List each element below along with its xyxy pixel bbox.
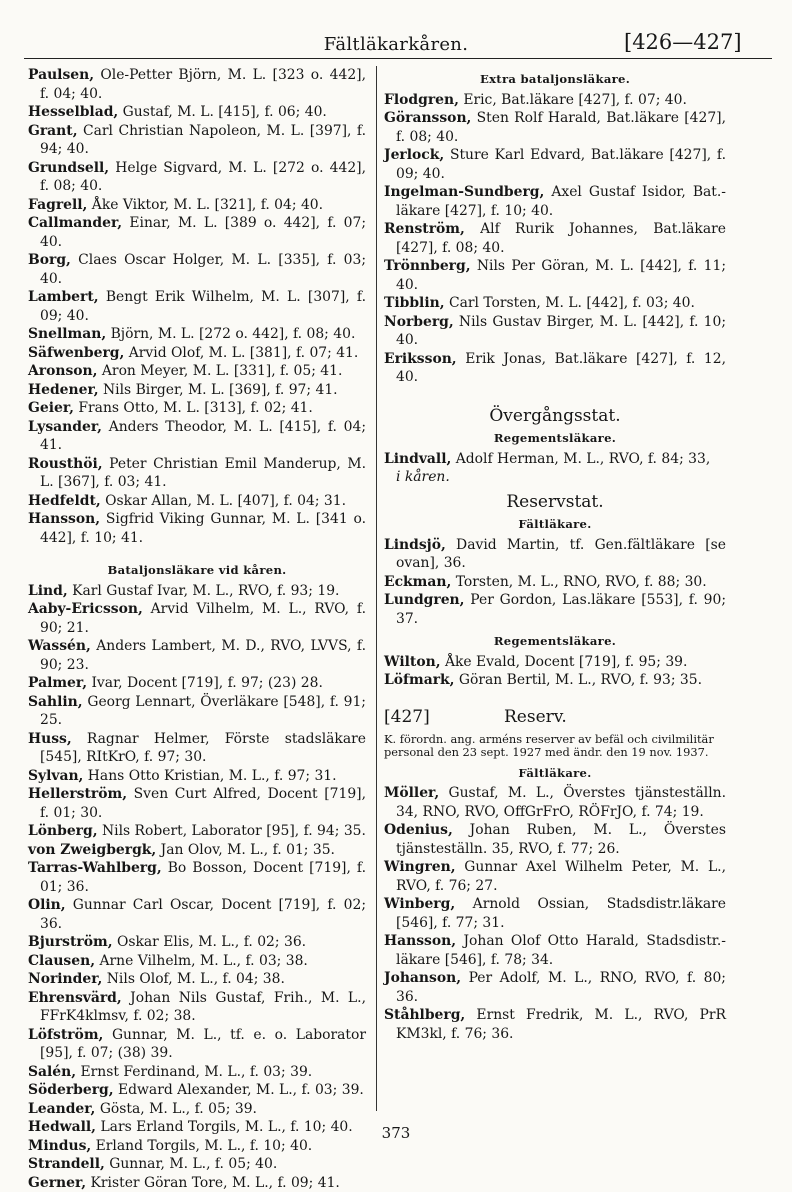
entry-name: Hansson,: [384, 933, 456, 949]
entry-name: Trönnberg,: [384, 258, 471, 274]
entry-name: Bjurström,: [28, 934, 113, 950]
list-item: [28, 122, 366, 159]
list-item: [28, 952, 366, 971]
list-item: [28, 637, 366, 674]
entry-name: Lysander,: [28, 419, 102, 435]
entry-text: Sten Rolf Harald, Bat.läkare [427], f. 08; 40.: [396, 110, 726, 145]
entry-text: Göran Bertil, M. L., RVO, f. 93; 35.: [454, 672, 702, 688]
officer-list-a: [28, 66, 366, 547]
extra-list: [384, 91, 726, 387]
left-column: [28, 66, 366, 1192]
header-rule: [24, 58, 772, 59]
entry-name: Sahlin,: [28, 694, 83, 710]
entry-text: Anders Theodor, M. L. [415], f. 04; 41.: [40, 419, 366, 454]
entry-text: Arne Vilhelm, M. L., f. 03; 38.: [95, 953, 308, 969]
entry-name: Winberg,: [384, 896, 455, 912]
list-item: [384, 220, 726, 257]
entry-name: Ingelman-Sundberg,: [384, 184, 544, 200]
reservstat-list-2: [384, 653, 726, 690]
list-item: [28, 159, 366, 196]
list-item: [384, 109, 726, 146]
list-item: [28, 674, 366, 693]
entry-text: Gunnar, M. L., f. 05; 40.: [105, 1156, 277, 1172]
entry-text: Helge Sigvard, M. L. [272 o. 442], f. 08; 40.: [40, 160, 366, 195]
entry-name: Lindsjö,: [384, 537, 446, 553]
entry-text: Frans Otto, M. L. [313], f. 02; 41.: [74, 400, 313, 416]
entry-text: Oskar Allan, M. L. [407], f. 04; 31.: [101, 493, 346, 509]
list-item: [28, 989, 366, 1026]
reserv-section-number: [427]: [384, 708, 430, 727]
entry-text: Gunnar Carl Oscar, Docent [719], f. 02; 36.: [40, 897, 366, 932]
section-title-reservstat: Reservstat.: [384, 493, 726, 512]
list-item: [28, 325, 366, 344]
entry-text: Gunnar Axel Wilhelm Peter, M. L., RVO, f. 76; 27.: [396, 859, 726, 894]
column-divider: [376, 66, 377, 1111]
entry-name: Eriksson,: [384, 351, 457, 367]
list-item: [28, 66, 366, 103]
entry-text: Gustaf, M. L., Överstes tjänsteställn. 34, RNO, RVO, OffGrFrO, RÖFrJO, f. 74; 19.: [396, 785, 726, 820]
reservstat-list-1: [384, 536, 726, 629]
entry-text: Torsten, M. L., RNO, RVO, f. 88; 30.: [451, 574, 706, 590]
entry-name: Gerner,: [28, 1175, 86, 1191]
entry-name: Wilton,: [384, 654, 441, 670]
entry-text: Per Adolf, M. L., RNO, RVO, f. 80; 36.: [396, 970, 726, 1005]
entry-text: Erik Jonas, Bat.läkare [427], f. 12, 40.: [396, 351, 726, 386]
right-column: [384, 66, 726, 1043]
entry-text: Sture Karl Edvard, Bat.läkare [427], f. 09; 40.: [396, 147, 726, 182]
entry-name: Rousthöi,: [28, 456, 103, 472]
list-item: [384, 146, 726, 183]
subsection-title-faltlakare-2: Fältläkare.: [384, 764, 726, 783]
entry-name: Hedener,: [28, 382, 99, 398]
entry-name: Lönberg,: [28, 823, 98, 839]
list-item: [28, 841, 366, 860]
entry-text: Bengt Erik Wilhelm, M. L. [307], f. 09; 40.: [40, 289, 366, 324]
entry-text: Ole-Petter Björn, M. L. [323 o. 442], f. 04; 40.: [40, 67, 366, 102]
entry-text: Carl Torsten, M. L. [442], f. 03; 40.: [445, 295, 695, 311]
list-item: [384, 969, 726, 1006]
list-item: [28, 767, 366, 786]
entry-name: Löfström,: [28, 1027, 103, 1043]
list-item: [28, 214, 366, 251]
entry-name: Norinder,: [28, 971, 102, 987]
list-item: [384, 350, 726, 387]
list-item: [384, 183, 726, 220]
entry-text: Lars Erland Torgils, M. L., f. 10; 40.: [96, 1119, 353, 1135]
section-title-overgangsstat: Övergångsstat.: [384, 407, 726, 426]
list-item: [28, 582, 366, 601]
reserv-list: [384, 784, 726, 1043]
entry-name: Ståhlberg,: [384, 1007, 465, 1023]
list-item: [28, 492, 366, 511]
list-item: [384, 858, 726, 895]
list-item: [384, 653, 726, 672]
reserv-note: K. förordn. ang. arméns reserver av befäl och civilmilitär personal den 23 sept. 1927 med ändr. den 19 nov. 1937.: [384, 733, 726, 760]
entry-name: Johanson,: [384, 970, 461, 986]
list-item: [28, 859, 366, 896]
list-item: [28, 730, 366, 767]
list-item: [384, 91, 726, 110]
list-item: [28, 896, 366, 933]
list-item: [28, 251, 366, 288]
entry-text: Ragnar Helmer, Förste stadsläkare [545], RItKrO, f. 97; 30.: [40, 731, 366, 766]
entry-text: Oskar Elis, M. L., f. 02; 36.: [113, 934, 307, 950]
entry-name: Flodgren,: [384, 92, 459, 108]
list-item: [384, 257, 726, 294]
entry-text: Axel Gustaf Isidor, Bat.-läkare [427], f. 10; 40.: [396, 184, 726, 219]
entry-name: Mindus,: [28, 1138, 91, 1154]
list-item: [384, 536, 726, 573]
entry-name: Salén,: [28, 1064, 76, 1080]
entry-name: Strandell,: [28, 1156, 105, 1172]
entry-text: Åke Viktor, M. L. [321], f. 04; 40.: [87, 197, 323, 213]
entry-name: Palmer,: [28, 675, 87, 691]
entry-text: Sigfrid Viking Gunnar, M. L. [341 o. 442], f. 10; 41.: [40, 511, 366, 546]
entry-text: Per Gordon, Las.läkare [553], f. 90; 37.: [396, 592, 726, 627]
entry-name: Hansson,: [28, 511, 100, 527]
list-item: [28, 693, 366, 730]
entry-text: Eric, Bat.läkare [427], f. 07; 40.: [459, 92, 687, 108]
entry-text: Nils Robert, Laborator [95], f. 94; 35.: [98, 823, 366, 839]
entry-text: Edward Alexander, M. L., f. 03; 39.: [114, 1082, 364, 1098]
entry-name: Renström,: [384, 221, 465, 237]
entry-note: i kåren.: [396, 469, 450, 485]
entry-text: Nils Olof, M. L., f. 04; 38.: [102, 971, 285, 987]
entry-text: Jan Olov, M. L., f. 01; 35.: [156, 842, 335, 858]
entry-text: Ivar, Docent [719], f. 97; (23) 28.: [87, 675, 323, 691]
section-title-bataljonslakare: Bataljonsläkare vid kåren.: [28, 561, 366, 580]
list-item: [28, 785, 366, 822]
entry-text: Ernst Fredrik, M. L., RVO, PrR KM3kl, f. 76; 36.: [396, 1007, 726, 1042]
entry-name: Grundsell,: [28, 160, 109, 176]
section-title-extra: Extra bataljonsläkare.: [384, 70, 726, 89]
entry-text: Bo Bosson, Docent [719], f. 01; 36.: [40, 860, 366, 895]
list-item: [28, 1174, 366, 1192]
entry-text: David Martin, tf. Gen.fältläkare [se ovan], 36.: [396, 537, 726, 572]
list-item: [384, 821, 726, 858]
list-item: [28, 933, 366, 952]
list-item: [28, 970, 366, 989]
entry-text: Einar, M. L. [389 o. 442], f. 07; 40.: [40, 215, 366, 250]
list-item: [28, 455, 366, 492]
subsection-title-faltlakare: Fältläkare.: [384, 515, 726, 534]
entry-name: Hesselblad,: [28, 104, 118, 120]
entry-text: Arnold Ossian, Stadsdistr.läkare [546], f. 77; 31.: [396, 896, 726, 931]
entry-text: Johan Nils Gustaf, Frih., M. L., FFrK4klmsv, f. 02; 38.: [40, 990, 366, 1025]
entry-text: Johan Olof Otto Harald, Stadsdistr.-läkare [546], f. 78; 34.: [396, 933, 726, 968]
entry-name: Lambert,: [28, 289, 99, 305]
list-item: [28, 381, 366, 400]
entry-name: Odenius,: [384, 822, 453, 838]
list-item: [28, 344, 366, 363]
entry-name: Olin,: [28, 897, 66, 913]
entry-text: Gösta, M. L., f. 05; 39.: [95, 1101, 257, 1117]
entry-name: Hellerström,: [28, 786, 127, 802]
entry-name: Jerlock,: [384, 147, 444, 163]
list-item: [28, 196, 366, 215]
list-item: [384, 313, 726, 350]
entry-text: Karl Gustaf Ivar, M. L., RVO, f. 93; 19.: [68, 583, 340, 599]
entry-text: Nils Birger, M. L. [369], f. 97; 41.: [99, 382, 338, 398]
entry-name: Löfmark,: [384, 672, 454, 688]
list-item: [384, 1006, 726, 1043]
entry-name: Aaby-Ericsson,: [28, 601, 143, 617]
running-header-title: Fältläkarkåren.: [0, 34, 792, 55]
entry-name: Möller,: [384, 785, 439, 801]
list-item: [384, 591, 726, 628]
entry-name: Tarras-Wahlberg,: [28, 860, 162, 876]
entry-name: Tibblin,: [384, 295, 445, 311]
entry-text: Björn, M. L. [272 o. 442], f. 08; 40.: [106, 326, 355, 342]
entry-name: Hedfeldt,: [28, 493, 101, 509]
list-item: [28, 1063, 366, 1082]
entry-text: Erland Torgils, M. L., f. 10; 40.: [91, 1138, 312, 1154]
officer-list-b: [28, 582, 366, 1192]
list-item: [28, 600, 366, 637]
list-item: [384, 671, 726, 690]
entry-name: Eckman,: [384, 574, 451, 590]
list-item: [28, 362, 366, 381]
entry-text: Peter Christian Emil Manderup, M. L. [367], f. 03; 41.: [40, 456, 366, 491]
entry-text: Carl Christian Napoleon, M. L. [397], f. 94; 40.: [40, 123, 366, 158]
entry-name: Callmander,: [28, 215, 122, 231]
entry-name: Säfwenberg,: [28, 345, 124, 361]
entry-text: Claes Oscar Holger, M. L. [335], f. 03; 40.: [40, 252, 366, 287]
entry-name: Söderberg,: [28, 1082, 114, 1098]
entry-text: Anders Lambert, M. D., RVO, LVVS, f. 90; 23.: [40, 638, 366, 673]
list-item: [384, 450, 726, 487]
entry-text: Alf Rurik Johannes, Bat.läkare [427], f. 08; 40.: [396, 221, 726, 256]
list-item: [28, 1155, 366, 1174]
entry-name: Wassén,: [28, 638, 91, 654]
entry-name: Aronson,: [28, 363, 97, 379]
entry-name: Wingren,: [384, 859, 456, 875]
entry-name: von Zweigbergk,: [28, 842, 156, 858]
entry-name: Sylvan,: [28, 768, 83, 784]
entry-name: Fagrell,: [28, 197, 87, 213]
entry-name: Ehrensvärd,: [28, 990, 122, 1006]
page-range-label: [426—427]: [624, 30, 742, 54]
entry-name: Grant,: [28, 123, 78, 139]
list-item: [28, 1081, 366, 1100]
entry-name: Borg,: [28, 252, 71, 268]
entry-name: Lindvall,: [384, 451, 451, 467]
entry-text: Gustaf, M. L. [415], f. 06; 40.: [118, 104, 327, 120]
list-item: [384, 784, 726, 821]
entry-text: Ernst Ferdinand, M. L., f. 03; 39.: [76, 1064, 312, 1080]
entry-text: Nils Per Göran, M. L. [442], f. 11; 40.: [396, 258, 726, 293]
list-item: [384, 932, 726, 969]
list-item: [384, 895, 726, 932]
entry-name: Hedwall,: [28, 1119, 96, 1135]
entry-name: Paulsen,: [28, 67, 94, 83]
entry-text: Arvid Vilhelm, M. L., RVO, f. 90; 21.: [40, 601, 366, 636]
list-item: [28, 510, 366, 547]
list-item: [28, 399, 366, 418]
entry-text: Georg Lennart, Överläkare [548], f. 91; 25.: [40, 694, 366, 729]
entry-text: Krister Göran Tore, M. L., f. 09; 41.: [86, 1175, 340, 1191]
subsection-title-regementslakare-2: Regementsläkare.: [384, 632, 726, 651]
entry-name: Lundgren,: [384, 592, 464, 608]
entry-name: Leander,: [28, 1101, 95, 1117]
page-number: 373: [0, 1124, 792, 1142]
entry-name: Geier,: [28, 400, 74, 416]
entry-text: Sven Curt Alfred, Docent [719], f. 01; 30.: [40, 786, 366, 821]
entry-text: Johan Ruben, M. L., Överstes tjänsteställn. 35, RVO, f. 77; 26.: [396, 822, 726, 857]
entry-name: Norberg,: [384, 314, 454, 330]
entry-text: Gunnar, M. L., tf. e. o. Laborator [95], f. 07; (38) 39.: [40, 1027, 366, 1062]
subsection-title-regementslakare: Regementsläkare.: [384, 429, 726, 448]
list-item: [384, 573, 726, 592]
entry-text: Nils Gustav Birger, M. L. [442], f. 10; 40.: [396, 314, 726, 349]
entry-name: Snellman,: [28, 326, 106, 342]
list-item: [28, 822, 366, 841]
list-item: [28, 288, 366, 325]
entry-text: Hans Otto Kristian, M. L., f. 97; 31.: [83, 768, 336, 784]
entry-text: Aron Meyer, M. L. [331], f. 05; 41.: [97, 363, 342, 379]
entry-name: Clausen,: [28, 953, 95, 969]
entry-text: Åke Evald, Docent [719], f. 95; 39.: [441, 654, 688, 670]
list-item: [28, 103, 366, 122]
list-item: [28, 1100, 366, 1119]
list-item: [384, 294, 726, 313]
entry-name: Lind,: [28, 583, 68, 599]
entry-text: Adolf Herman, M. L., RVO, f. 84; 33,: [451, 451, 710, 467]
entry-text: Arvid Olof, M. L. [381], f. 07; 41.: [124, 345, 358, 361]
entry-name: Huss,: [28, 731, 72, 747]
entry-name: Göransson,: [384, 110, 471, 126]
list-item: [28, 418, 366, 455]
reserv-heading: [384, 708, 726, 730]
list-item: [28, 1026, 366, 1063]
reserv-section-title: Reserv.: [504, 708, 567, 727]
